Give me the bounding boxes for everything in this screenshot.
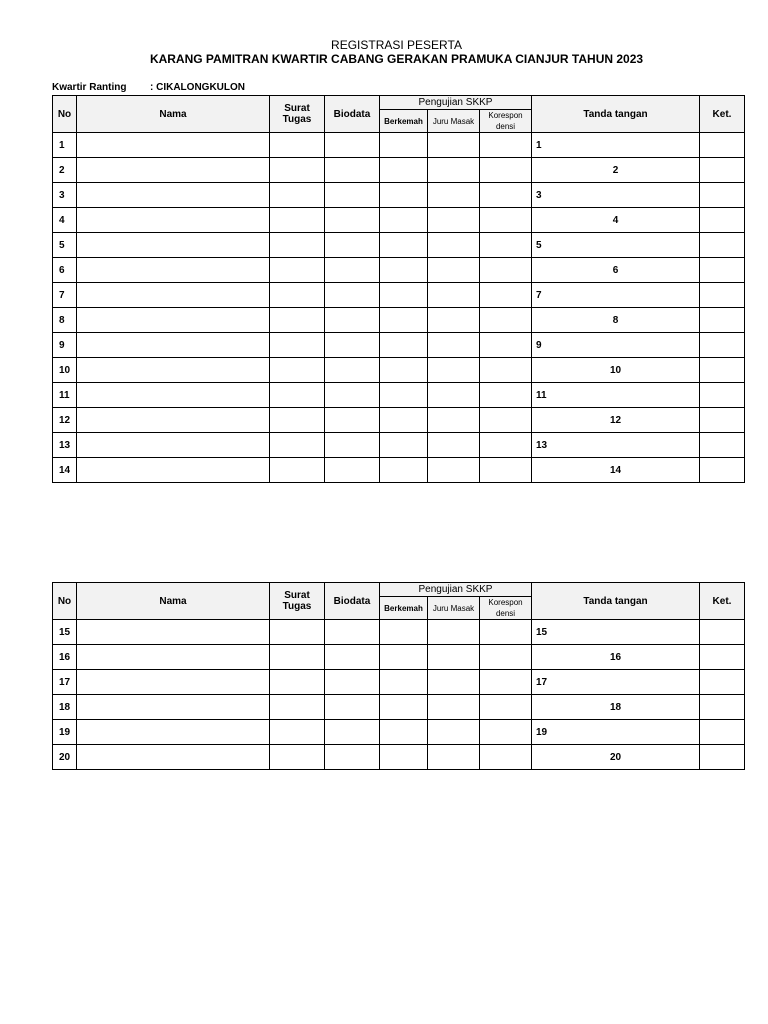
cell-berkemah[interactable]	[380, 620, 428, 645]
table-row	[53, 645, 745, 670]
cell-juru-masak[interactable]	[428, 233, 480, 258]
table-row	[53, 670, 745, 695]
cell-juru-masak[interactable]	[428, 383, 480, 408]
col-header-surat-tugas: Surat Tugas	[270, 583, 325, 620]
cell-biodata[interactable]	[325, 670, 380, 695]
col-header-surat-tugas: Surat Tugas	[270, 96, 325, 133]
cell-biodata[interactable]	[325, 208, 380, 233]
cell-tanda-tangan[interactable]: 11	[532, 383, 700, 408]
cell-surat-tugas[interactable]	[270, 383, 325, 408]
row-number: 7	[53, 283, 77, 308]
row-number: 20	[53, 745, 77, 770]
col-header-biodata: Biodata	[325, 96, 380, 133]
row-number: 15	[53, 620, 77, 645]
cell-tanda-tangan[interactable]: 4	[532, 208, 700, 233]
row-number: 3	[53, 183, 77, 208]
table-row	[53, 383, 745, 408]
cell-biodata[interactable]	[325, 133, 380, 158]
cell-surat-tugas[interactable]	[270, 258, 325, 283]
col-header-nama: Nama	[77, 583, 270, 620]
cell-biodata[interactable]	[325, 258, 380, 283]
cell-tanda-tangan[interactable]: 9	[532, 333, 700, 358]
cell-tanda-tangan[interactable]: 17	[532, 670, 700, 695]
table-row	[53, 233, 745, 258]
cell-korespondensi[interactable]	[480, 720, 532, 745]
document-subtitle: KARANG PAMITRAN KWARTIR CABANG GERAKAN PRAMUKA CIANJUR TAHUN 2023	[149, 52, 644, 66]
cell-korespondensi[interactable]	[480, 308, 532, 333]
cell-juru-masak[interactable]	[428, 408, 480, 433]
table-row	[53, 620, 745, 645]
cell-ket[interactable]	[700, 458, 745, 483]
registration-table-2	[52, 582, 745, 770]
table-row	[53, 308, 745, 333]
cell-surat-tugas[interactable]	[270, 308, 325, 333]
cell-nama[interactable]	[77, 333, 270, 358]
cell-tanda-tangan[interactable]: 20	[532, 745, 700, 770]
cell-juru-masak[interactable]	[428, 745, 480, 770]
cell-nama[interactable]	[77, 670, 270, 695]
cell-tanda-tangan[interactable]: 1	[532, 133, 700, 158]
col-header-tanda-tangan: Tanda tangan	[532, 96, 700, 133]
cell-biodata[interactable]	[325, 720, 380, 745]
cell-berkemah[interactable]	[380, 745, 428, 770]
cell-ket[interactable]	[700, 133, 745, 158]
cell-surat-tugas[interactable]	[270, 358, 325, 383]
cell-berkemah[interactable]	[380, 695, 428, 720]
cell-berkemah[interactable]	[380, 383, 428, 408]
cell-biodata[interactable]	[325, 233, 380, 258]
cell-berkemah[interactable]	[380, 233, 428, 258]
table-row	[53, 433, 745, 458]
cell-surat-tugas[interactable]	[270, 695, 325, 720]
cell-juru-masak[interactable]	[428, 183, 480, 208]
cell-korespondensi[interactable]	[480, 133, 532, 158]
cell-tanda-tangan[interactable]: 16	[532, 645, 700, 670]
row-number: 17	[53, 670, 77, 695]
cell-ket[interactable]	[700, 308, 745, 333]
cell-korespondensi[interactable]	[480, 333, 532, 358]
table-row	[53, 358, 745, 383]
table-row	[53, 258, 745, 283]
document-header	[0, 38, 768, 66]
cell-biodata[interactable]	[325, 745, 380, 770]
row-number: 12	[53, 408, 77, 433]
cell-surat-tugas[interactable]	[270, 158, 325, 183]
cell-ket[interactable]	[700, 408, 745, 433]
cell-juru-masak[interactable]	[428, 670, 480, 695]
cell-berkemah[interactable]	[380, 333, 428, 358]
cell-juru-masak[interactable]	[428, 158, 480, 183]
cell-korespondensi[interactable]	[480, 458, 532, 483]
cell-juru-masak[interactable]	[428, 720, 480, 745]
document-title: REGISTRASI PESERTA	[331, 38, 462, 52]
kwartir-ranting-label: Kwartir Ranting	[52, 82, 127, 93]
col-header-korespondensi: Korespon densi	[480, 110, 532, 133]
cell-korespondensi[interactable]	[480, 283, 532, 308]
cell-berkemah[interactable]	[380, 308, 428, 333]
table-row	[53, 745, 745, 770]
cell-korespondensi[interactable]	[480, 233, 532, 258]
table-row	[53, 333, 745, 358]
cell-biodata[interactable]	[325, 183, 380, 208]
cell-surat-tugas[interactable]	[270, 408, 325, 433]
cell-biodata[interactable]	[325, 433, 380, 458]
cell-nama[interactable]	[77, 695, 270, 720]
cell-juru-masak[interactable]	[428, 620, 480, 645]
cell-nama[interactable]	[77, 283, 270, 308]
cell-biodata[interactable]	[325, 333, 380, 358]
cell-nama[interactable]	[77, 383, 270, 408]
cell-tanda-tangan[interactable]: 7	[532, 283, 700, 308]
row-number: 2	[53, 158, 77, 183]
cell-korespondensi[interactable]	[480, 745, 532, 770]
row-number: 16	[53, 645, 77, 670]
cell-korespondensi[interactable]	[480, 208, 532, 233]
cell-berkemah[interactable]	[380, 133, 428, 158]
cell-tanda-tangan[interactable]: 3	[532, 183, 700, 208]
col-header-korespondensi: Korespon densi	[480, 597, 532, 620]
cell-korespondensi[interactable]	[480, 358, 532, 383]
cell-nama[interactable]	[77, 745, 270, 770]
cell-ket[interactable]	[700, 333, 745, 358]
table-1-body	[53, 133, 745, 483]
cell-tanda-tangan[interactable]: 13	[532, 433, 700, 458]
cell-surat-tugas[interactable]	[270, 208, 325, 233]
cell-ket[interactable]	[700, 720, 745, 745]
cell-biodata[interactable]	[325, 383, 380, 408]
cell-ket[interactable]	[700, 158, 745, 183]
col-header-pengujian-skkp: Pengujian SKKP	[380, 96, 532, 110]
cell-nama[interactable]	[77, 133, 270, 158]
cell-surat-tugas[interactable]	[270, 720, 325, 745]
row-number: 18	[53, 695, 77, 720]
cell-ket[interactable]	[700, 283, 745, 308]
col-header-no: No	[53, 96, 77, 133]
cell-surat-tugas[interactable]	[270, 670, 325, 695]
table-row	[53, 458, 745, 483]
table-row	[53, 183, 745, 208]
cell-berkemah[interactable]	[380, 158, 428, 183]
cell-nama[interactable]	[77, 208, 270, 233]
cell-surat-tugas[interactable]	[270, 283, 325, 308]
col-header-juru-masak: Juru Masak	[428, 597, 480, 620]
col-header-berkemah: Berkemah	[380, 597, 428, 620]
cell-ket[interactable]	[700, 233, 745, 258]
cell-surat-tugas[interactable]	[270, 620, 325, 645]
cell-biodata[interactable]	[325, 695, 380, 720]
cell-tanda-tangan[interactable]: 2	[532, 158, 700, 183]
cell-biodata[interactable]	[325, 283, 380, 308]
cell-surat-tugas[interactable]	[270, 458, 325, 483]
cell-berkemah[interactable]	[380, 408, 428, 433]
cell-juru-masak[interactable]	[428, 433, 480, 458]
row-number: 9	[53, 333, 77, 358]
cell-nama[interactable]	[77, 433, 270, 458]
cell-tanda-tangan[interactable]: 10	[532, 358, 700, 383]
cell-nama[interactable]	[77, 158, 270, 183]
cell-ket[interactable]	[700, 695, 745, 720]
table-row	[53, 208, 745, 233]
cell-nama[interactable]	[77, 720, 270, 745]
cell-ket[interactable]	[700, 645, 745, 670]
cell-surat-tugas[interactable]	[270, 745, 325, 770]
cell-berkemah[interactable]	[380, 720, 428, 745]
cell-korespondensi[interactable]	[480, 433, 532, 458]
col-header-nama: Nama	[77, 96, 270, 133]
cell-ket[interactable]	[700, 258, 745, 283]
cell-tanda-tangan[interactable]: 19	[532, 720, 700, 745]
cell-korespondensi[interactable]	[480, 670, 532, 695]
cell-juru-masak[interactable]	[428, 695, 480, 720]
row-number: 13	[53, 433, 77, 458]
cell-berkemah[interactable]	[380, 670, 428, 695]
cell-ket[interactable]	[700, 433, 745, 458]
cell-tanda-tangan[interactable]: 8	[532, 308, 700, 333]
cell-nama[interactable]	[77, 620, 270, 645]
cell-korespondensi[interactable]	[480, 158, 532, 183]
row-number: 14	[53, 458, 77, 483]
cell-tanda-tangan[interactable]: 6	[532, 258, 700, 283]
cell-surat-tugas[interactable]	[270, 333, 325, 358]
cell-nama[interactable]	[77, 645, 270, 670]
cell-tanda-tangan[interactable]: 5	[532, 233, 700, 258]
col-header-ket: Ket.	[700, 583, 745, 620]
cell-juru-masak[interactable]	[428, 645, 480, 670]
cell-korespondensi[interactable]	[480, 408, 532, 433]
cell-surat-tugas[interactable]	[270, 433, 325, 458]
cell-surat-tugas[interactable]	[270, 233, 325, 258]
cell-korespondensi[interactable]	[480, 645, 532, 670]
cell-surat-tugas[interactable]	[270, 133, 325, 158]
cell-biodata[interactable]	[325, 308, 380, 333]
cell-juru-masak[interactable]	[428, 308, 480, 333]
cell-berkemah[interactable]	[380, 283, 428, 308]
cell-berkemah[interactable]	[380, 183, 428, 208]
kwartir-ranting-line	[52, 82, 245, 93]
cell-biodata[interactable]	[325, 620, 380, 645]
cell-korespondensi[interactable]	[480, 258, 532, 283]
cell-juru-masak[interactable]	[428, 283, 480, 308]
cell-juru-masak[interactable]	[428, 333, 480, 358]
table-row	[53, 720, 745, 745]
row-number: 11	[53, 383, 77, 408]
row-number: 1	[53, 133, 77, 158]
col-header-pengujian-skkp: Pengujian SKKP	[380, 583, 532, 597]
col-header-berkemah: Berkemah	[380, 110, 428, 133]
row-number: 8	[53, 308, 77, 333]
cell-nama[interactable]	[77, 258, 270, 283]
cell-juru-masak[interactable]	[428, 458, 480, 483]
cell-surat-tugas[interactable]	[270, 183, 325, 208]
col-header-ket: Ket.	[700, 96, 745, 133]
cell-juru-masak[interactable]	[428, 358, 480, 383]
table-2-body	[53, 620, 745, 770]
cell-nama[interactable]	[77, 233, 270, 258]
cell-berkemah[interactable]	[380, 208, 428, 233]
row-number: 19	[53, 720, 77, 745]
cell-berkemah[interactable]	[380, 258, 428, 283]
cell-korespondensi[interactable]	[480, 183, 532, 208]
cell-biodata[interactable]	[325, 645, 380, 670]
cell-nama[interactable]	[77, 358, 270, 383]
cell-berkemah[interactable]	[380, 433, 428, 458]
cell-ket[interactable]	[700, 620, 745, 645]
cell-ket[interactable]	[700, 358, 745, 383]
row-number: 5	[53, 233, 77, 258]
cell-korespondensi[interactable]	[480, 383, 532, 408]
table-row	[53, 408, 745, 433]
cell-juru-masak[interactable]	[428, 208, 480, 233]
cell-korespondensi[interactable]	[480, 695, 532, 720]
table-row	[53, 695, 745, 720]
cell-biodata[interactable]	[325, 408, 380, 433]
cell-nama[interactable]	[77, 308, 270, 333]
row-number: 10	[53, 358, 77, 383]
cell-berkemah[interactable]	[380, 645, 428, 670]
cell-berkemah[interactable]	[380, 458, 428, 483]
table-row	[53, 283, 745, 308]
cell-surat-tugas[interactable]	[270, 645, 325, 670]
cell-juru-masak[interactable]	[428, 258, 480, 283]
cell-biodata[interactable]	[325, 358, 380, 383]
col-header-no: No	[53, 583, 77, 620]
cell-berkemah[interactable]	[380, 358, 428, 383]
row-number: 4	[53, 208, 77, 233]
table-row	[53, 158, 745, 183]
cell-ket[interactable]	[700, 670, 745, 695]
cell-ket[interactable]	[700, 183, 745, 208]
col-header-tanda-tangan: Tanda tangan	[532, 583, 700, 620]
cell-tanda-tangan[interactable]: 15	[532, 620, 700, 645]
cell-biodata[interactable]	[325, 458, 380, 483]
cell-biodata[interactable]	[325, 158, 380, 183]
cell-juru-masak[interactable]	[428, 133, 480, 158]
kwartir-ranting-value: : CIKALONGKULON	[150, 82, 245, 93]
col-header-juru-masak: Juru Masak	[428, 110, 480, 133]
cell-nama[interactable]	[77, 183, 270, 208]
cell-tanda-tangan[interactable]: 14	[532, 458, 700, 483]
cell-nama[interactable]	[77, 458, 270, 483]
table-row	[53, 133, 745, 158]
registration-table-1	[52, 95, 745, 483]
cell-ket[interactable]	[700, 208, 745, 233]
cell-ket[interactable]	[700, 745, 745, 770]
cell-korespondensi[interactable]	[480, 620, 532, 645]
cell-tanda-tangan[interactable]: 12	[532, 408, 700, 433]
col-header-biodata: Biodata	[325, 583, 380, 620]
cell-nama[interactable]	[77, 408, 270, 433]
row-number: 6	[53, 258, 77, 283]
cell-tanda-tangan[interactable]: 18	[532, 695, 700, 720]
cell-ket[interactable]	[700, 383, 745, 408]
